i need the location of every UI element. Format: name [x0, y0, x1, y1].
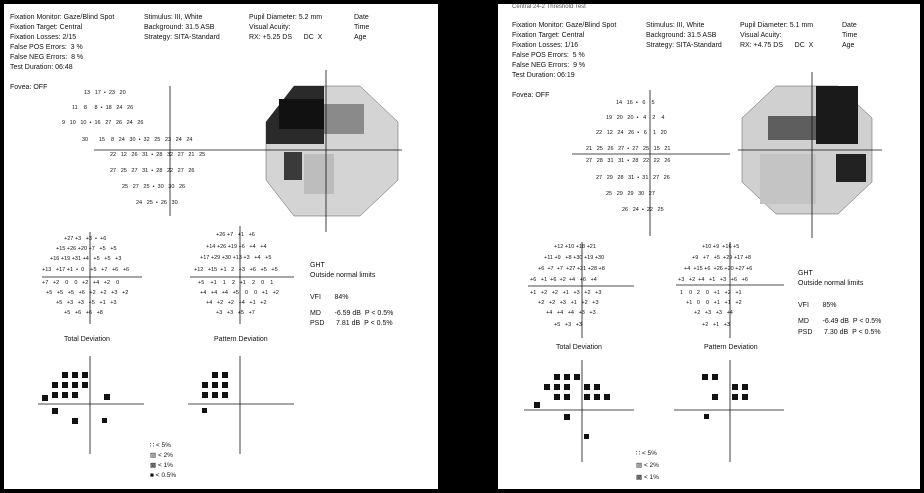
total-dev-row: +13 +17 +1 • 0 +5 +7 +6 +6 — [42, 267, 130, 273]
pattern-dev-row: +26 +7 +1 +6 — [216, 232, 255, 238]
test-duration: Test Duration: 06:48 — [10, 64, 73, 71]
threshold-row: 19 20 20 • 4 2 4 — [606, 115, 665, 121]
total-dev-row: +2 +2 +3 +1 +2 +3 — [538, 300, 599, 306]
pattern-dev-row: +4 +2 +2 +4 +1 +2 — [206, 300, 267, 306]
grayscale-map — [254, 70, 402, 232]
threshold-row: 25 27 25 • 30 30 26 — [122, 184, 186, 190]
pattern-dev-row: +5 +1 1 2 +1 2 0 1 — [198, 280, 274, 286]
legend-05pct: ■ < 0.5% — [150, 472, 177, 479]
pattern-deviation-label: Pattern Deviation — [704, 344, 758, 351]
total-dev-row: +6 +7 +7 +27 +21 +28 +8 — [538, 266, 605, 272]
visual-field-report-left — [4, 4, 438, 489]
test-duration: Test Duration: 06:19 — [512, 72, 575, 79]
md-value: MD -6.59 dB P < 0.5% — [310, 310, 394, 317]
total-dev-row: +27 +3 +3 • +6 — [64, 236, 107, 242]
date-label: Date — [842, 22, 857, 29]
pattern-dev-row: +3 +2 +4 +1 +3 +6 +6 — [678, 277, 748, 283]
threshold-row: 26 24 • 22 25 — [622, 207, 664, 213]
strategy: Strategy: SITA-Standard — [646, 42, 722, 49]
fixation-losses: Fixation Losses: 1/16 — [512, 42, 579, 49]
pattern-deviation-label: Pattern Deviation — [214, 336, 268, 343]
total-dev-row: +5 +6 +6 +8 — [64, 310, 103, 316]
legend-5pct: ∷ < 5% — [150, 442, 171, 449]
fixation-losses: Fixation Losses: 2/15 — [10, 34, 77, 41]
background: Background: 31.5 ASB — [646, 32, 717, 39]
threshold-row: 25 29 29 30 27 — [606, 191, 655, 197]
threshold-row: 27 25 27 31 • 28 22 27 26 — [110, 168, 195, 174]
threshold-row: 21 25 26 27 • 27 25 15 21 — [586, 146, 671, 152]
false-pos-errors: False POS Errors: 3 % — [10, 44, 83, 51]
total-dev-row: +5 +5 +5 +6 +2 +2 +3 +2 — [46, 290, 129, 296]
false-pos-errors: False POS Errors: 5 % — [512, 52, 585, 59]
ght-value: Outside normal limits — [310, 272, 376, 279]
threshold-row: 24 25 • 26 30 — [136, 200, 178, 206]
legend-2pct: ▨ < 2% — [150, 452, 173, 459]
visual-field-report-right — [498, 4, 920, 489]
fixation-target: Fixation Target: Central — [10, 24, 83, 31]
total-dev-row: +4 +4 +4 +3 +3 — [546, 310, 596, 316]
rx: RX: +5.25 DS DC X — [249, 34, 323, 41]
pattern-dev-row: +12 +15 +1 2 +3 +6 +5 +5 — [194, 267, 278, 273]
pattern-dev-row: +2 +1 +3 — [702, 322, 730, 328]
fovea-status: Fovea: OFF — [512, 92, 550, 99]
threshold-row: 11 8 8 • 18 24 26 — [72, 105, 134, 111]
vfi-value: VFI 84% — [310, 294, 349, 301]
pattern-dev-row: +4 +4 +4 +5 0 0 +1 +2 — [200, 290, 279, 296]
legend-1pct: ▩ < 1% — [636, 474, 659, 481]
ght-label: GHT — [798, 270, 813, 277]
visual-acuity: Visual Acuity: — [740, 32, 782, 39]
vfi-value: VFI 85% — [798, 302, 837, 309]
threshold-row: 9 10 10 • 16 27 26 24 26 — [62, 120, 144, 126]
pattern-dev-row: +10 +9 +16 +5 — [702, 244, 740, 250]
md-value: MD -6.49 dB P < 0.5% — [798, 318, 882, 325]
pattern-dev-row: +14 +26 +19 +6 +4 +4 — [206, 244, 267, 250]
pattern-dev-row: +9 +7 +5 +29 +17 +8 — [692, 255, 752, 261]
time-label: Time — [354, 24, 370, 31]
psd-value: PSD 7.30 dB P < 0.5% — [798, 329, 881, 336]
total-dev-row: +15 +26 +20 +7 +5 +5 — [56, 246, 117, 252]
pattern-dev-row: +3 +3 +5 +7 — [216, 310, 255, 316]
test-title: Central 24-2 Threshold Test — [512, 4, 586, 10]
pattern-dev-row: +17 +29 +30 +13 +3 +4 +5 — [200, 255, 272, 261]
date-label: Date — [354, 14, 369, 21]
threshold-row: 22 12 24 26 • 6 1 20 — [596, 130, 667, 136]
pupil-diameter: Pupil Diameter: 5.2 mm — [249, 14, 323, 21]
ght-label: GHT — [310, 262, 325, 269]
stimulus: Stimulus: III, White — [144, 14, 203, 21]
fovea-status: Fovea: OFF — [10, 84, 48, 91]
total-dev-row: +6 +1 +6 +2 +4 +6 +4 — [530, 277, 597, 283]
total-dev-row: +5 +3 +3 +5 +1 +3 — [56, 300, 117, 306]
total-dev-row: +7 +2 0 0 +2 +4 +2 0 — [42, 280, 120, 286]
legend-2pct: ▨ < 2% — [636, 462, 659, 469]
threshold-row: 22 12 26 31 • 28 32 27 21 25 — [110, 152, 206, 158]
total-dev-row: +16 +19 +31 +4 +5 +5 +3 — [50, 256, 122, 262]
legend-5pct: ∷ < 5% — [636, 450, 657, 457]
visual-acuity: Visual Acuity: — [249, 24, 291, 31]
age-label: Age — [354, 34, 367, 41]
pupil-diameter: Pupil Diameter: 5.1 mm — [740, 22, 814, 29]
threshold-row: 14 16 • 6 5 — [616, 100, 655, 106]
grayscale-map — [738, 72, 882, 238]
background: Background: 31.5 ASB — [144, 24, 215, 31]
pattern-dev-row: +1 0 0 +1 +1 +2 — [686, 300, 742, 306]
threshold-row: 30 15 8 24 30 • 32 25 23 24 24 — [82, 137, 193, 143]
pattern-dev-row: 1 0 2 0 +1 +2 +1 — [680, 290, 742, 296]
age-label: Age — [842, 42, 855, 49]
fixation-monitor: Fixation Monitor: Gaze/Blind Spot — [10, 14, 115, 21]
threshold-row: 27 29 28 31 • 31 27 26 — [596, 175, 670, 181]
false-neg-errors: False NEG Errors: 8 % — [10, 54, 84, 61]
psd-value: PSD 7.81 dB P < 0.5% — [310, 320, 393, 327]
stimulus: Stimulus: III, White — [646, 22, 705, 29]
ght-value: Outside normal limits — [798, 280, 864, 287]
total-dev-row: +1 +2 +2 +1 +3 +2 +3 — [530, 290, 602, 296]
threshold-row: 13 17 • 23 20 — [84, 90, 126, 96]
total-dev-row: +12 +10 +18 +21 — [554, 244, 596, 250]
time-label: Time — [842, 32, 858, 39]
total-dev-row: +11 +9 +8 +30 +19 +30 — [544, 255, 605, 261]
fixation-target: Fixation Target: Central — [512, 32, 585, 39]
total-dev-row: +5 +3 +3 — [554, 322, 582, 328]
pattern-dev-row: +4 +15 +6 +26 +20 +27 +6 — [684, 266, 753, 272]
false-neg-errors: False NEG Errors: 9 % — [512, 62, 586, 69]
total-deviation-label: Total Deviation — [64, 336, 110, 343]
strategy: Strategy: SITA-Standard — [144, 34, 220, 41]
pattern-dev-row: +2 +3 +3 +4 — [694, 310, 733, 316]
legend-1pct: ▩ < 1% — [150, 462, 173, 469]
fixation-monitor: Fixation Monitor: Gaze/Blind Spot — [512, 22, 617, 29]
rx: RX: +4.75 DS DC X — [740, 42, 814, 49]
total-deviation-label: Total Deviation — [556, 344, 602, 351]
threshold-row: 27 28 31 31 • 28 22 22 26 — [586, 158, 671, 164]
